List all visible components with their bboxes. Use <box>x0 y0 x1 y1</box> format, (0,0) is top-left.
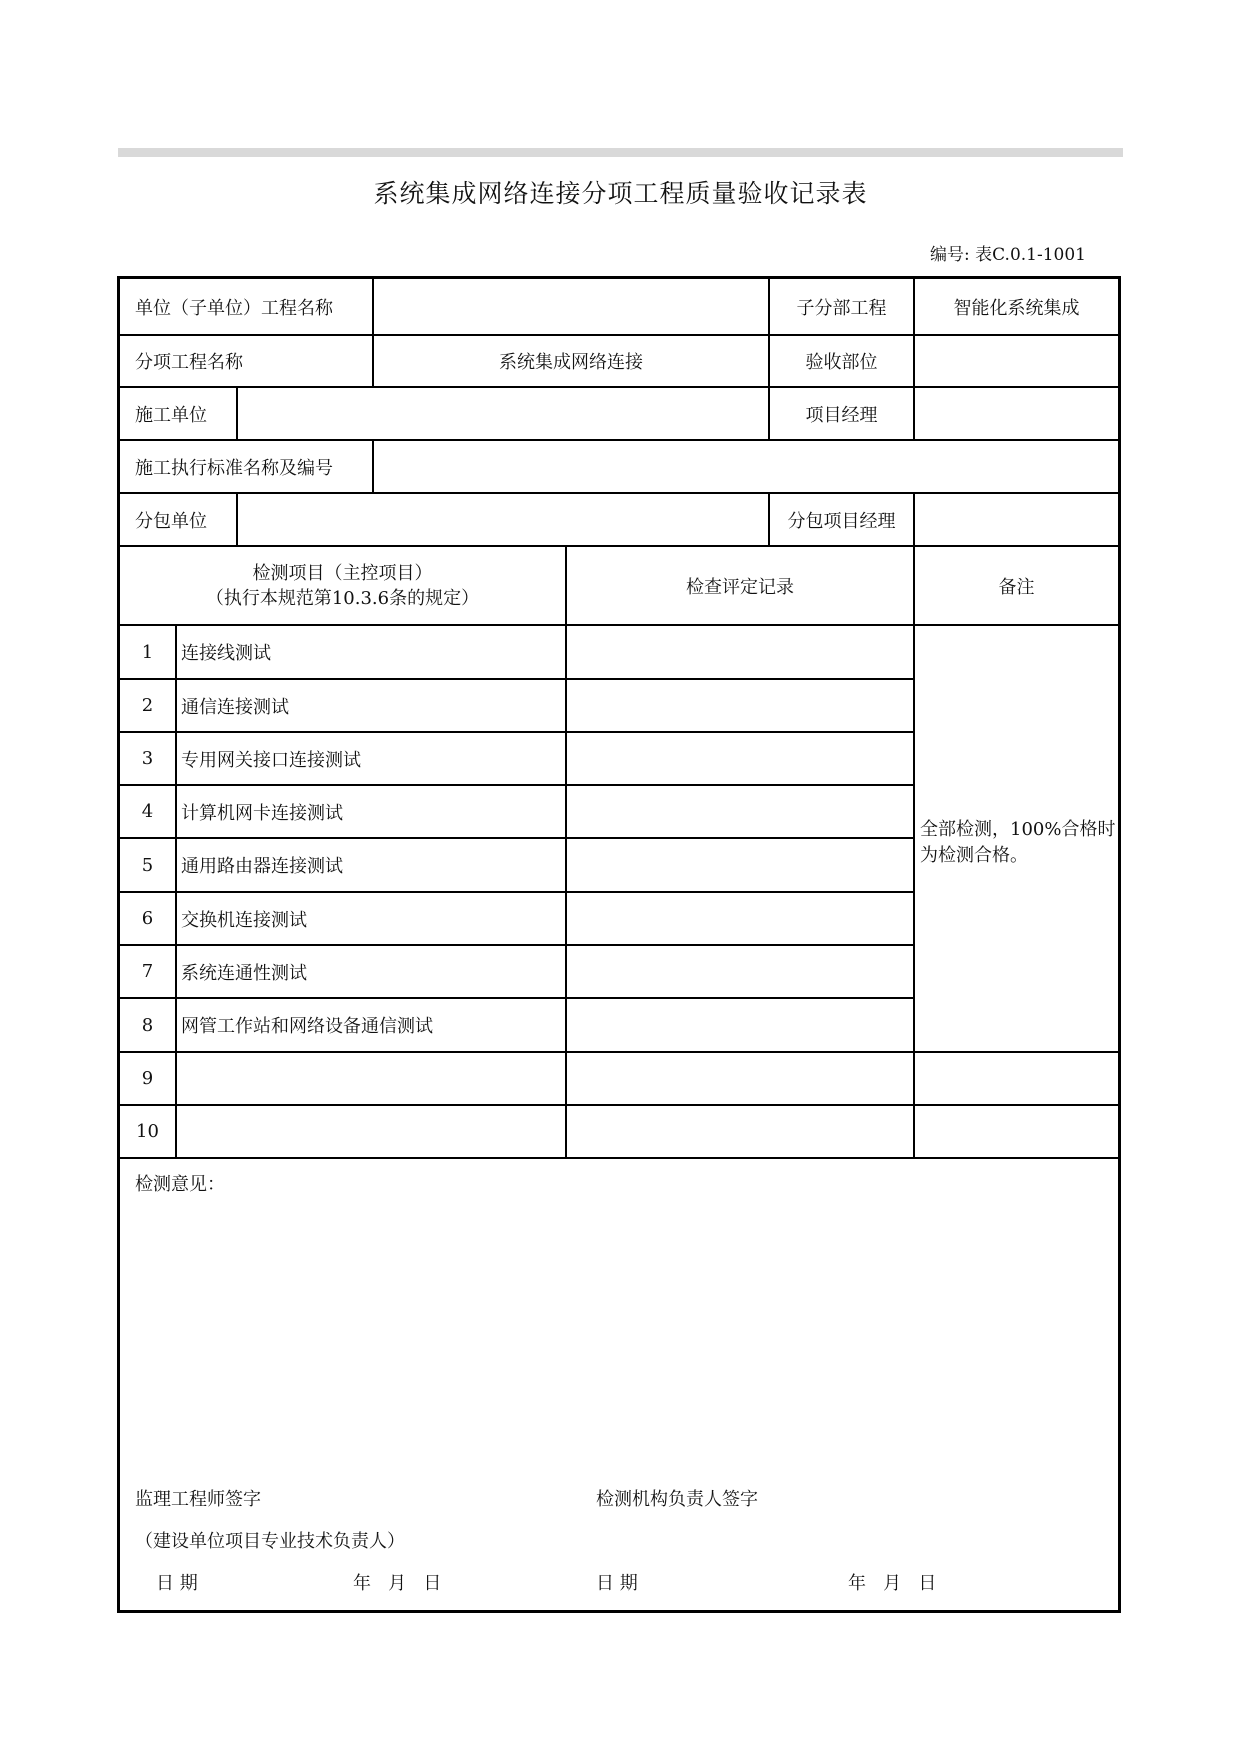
subcontract-manager-value[interactable] <box>915 494 1118 545</box>
row-item <box>177 1106 565 1157</box>
row-number: 4 <box>141 801 154 822</box>
row-remark[interactable] <box>915 1053 1118 1104</box>
construction-unit-value[interactable] <box>238 388 768 439</box>
item-project-value[interactable]: 系统集成网络连接 <box>499 352 643 373</box>
row-item: 网管工作站和网络设备通信测试 <box>181 1016 433 1037</box>
subcontract-unit-value[interactable] <box>238 494 768 545</box>
row-number: 2 <box>141 695 154 716</box>
construction-unit-label: 施工单位 <box>135 404 207 426</box>
form-title: 系统集成网络连接分项工程质量验收记录表 <box>373 179 868 208</box>
project-manager-label: 项目经理 <box>805 404 878 426</box>
unit-project-label: 单位（子单位）工程名称 <box>135 297 333 319</box>
row-line <box>120 1157 1118 1159</box>
date-label-right: 日 期 <box>596 1573 638 1594</box>
row-record[interactable] <box>567 1106 913 1157</box>
date-label-left: 日 期 <box>156 1573 198 1594</box>
supervisor-signature-label: 监理工程师签字 <box>135 1489 261 1510</box>
remark-note <box>920 817 1118 869</box>
row-item <box>177 1053 565 1104</box>
opinion-label: 检测意见： <box>135 1174 225 1195</box>
date-ymd-left: 年 月 日 <box>353 1573 442 1594</box>
row-record[interactable] <box>567 626 913 678</box>
row-number: 10 <box>136 1121 159 1142</box>
row-number: 3 <box>141 748 154 769</box>
row-item: 系统连通性测试 <box>181 962 307 984</box>
row-record[interactable] <box>567 946 913 997</box>
row-record[interactable] <box>567 1053 913 1104</box>
row-number: 7 <box>141 961 154 982</box>
row-record[interactable] <box>567 999 913 1051</box>
items-column-header <box>120 547 565 624</box>
row-item: 计算机网卡连接测试 <box>181 802 343 824</box>
top-divider-bar <box>118 148 1123 157</box>
row-remark[interactable] <box>915 1106 1118 1157</box>
standard-label: 施工执行标准名称及编号 <box>135 457 333 479</box>
item-project-label: 分项工程名称 <box>135 352 243 373</box>
row-record[interactable] <box>567 786 913 837</box>
acceptance-part-label: 验收部位 <box>805 352 878 373</box>
unit-project-value[interactable] <box>374 279 768 334</box>
row-record[interactable] <box>567 893 913 944</box>
subcontract-manager-label: 分包项目经理 <box>787 510 896 532</box>
agency-signature-label: 检测机构负责人签字 <box>596 1489 758 1510</box>
sub-division-label: 子分部工程 <box>796 297 887 319</box>
builder-tech-label: （建设单位项目专业技术负责人） <box>135 1531 405 1552</box>
row-record[interactable] <box>567 680 913 731</box>
date-ymd-right: 年 月 日 <box>848 1573 937 1594</box>
acceptance-part-value[interactable] <box>915 336 1118 386</box>
items-header-line2: （执行本规范第10.3.6条的规定） <box>205 587 480 609</box>
form-code: 编号: 表C.0.1-1001 <box>930 245 1086 265</box>
remark-note-line2: 为检测合格。 <box>920 845 1028 866</box>
row-item: 交换机连接测试 <box>181 909 307 931</box>
row-number: 8 <box>141 1014 154 1036</box>
project-manager-value[interactable] <box>915 388 1118 439</box>
row-number: 1 <box>141 641 154 663</box>
row-record[interactable] <box>567 839 913 891</box>
row-item: 通信连接测试 <box>181 696 289 718</box>
row-item: 连接线测试 <box>181 643 271 664</box>
standard-value[interactable] <box>374 441 1118 492</box>
sub-division-value[interactable]: 智能化系统集成 <box>953 297 1080 319</box>
subcontract-unit-label: 分包单位 <box>135 510 207 532</box>
row-item: 专用网关接口连接测试 <box>181 749 361 771</box>
row-record[interactable] <box>567 733 913 784</box>
row-number: 5 <box>141 854 154 876</box>
row-number: 9 <box>141 1068 154 1089</box>
acceptance-form-table <box>117 276 1121 1613</box>
items-header-line1: 检测项目（主控项目） <box>252 562 433 584</box>
remark-column-header: 备注 <box>998 576 1035 598</box>
row-number: 6 <box>141 908 154 929</box>
row-item: 通用路由器连接测试 <box>181 856 343 877</box>
remark-note-line1: 全部检测，100%合格时 <box>920 819 1116 840</box>
record-column-header: 检查评定记录 <box>686 576 794 598</box>
